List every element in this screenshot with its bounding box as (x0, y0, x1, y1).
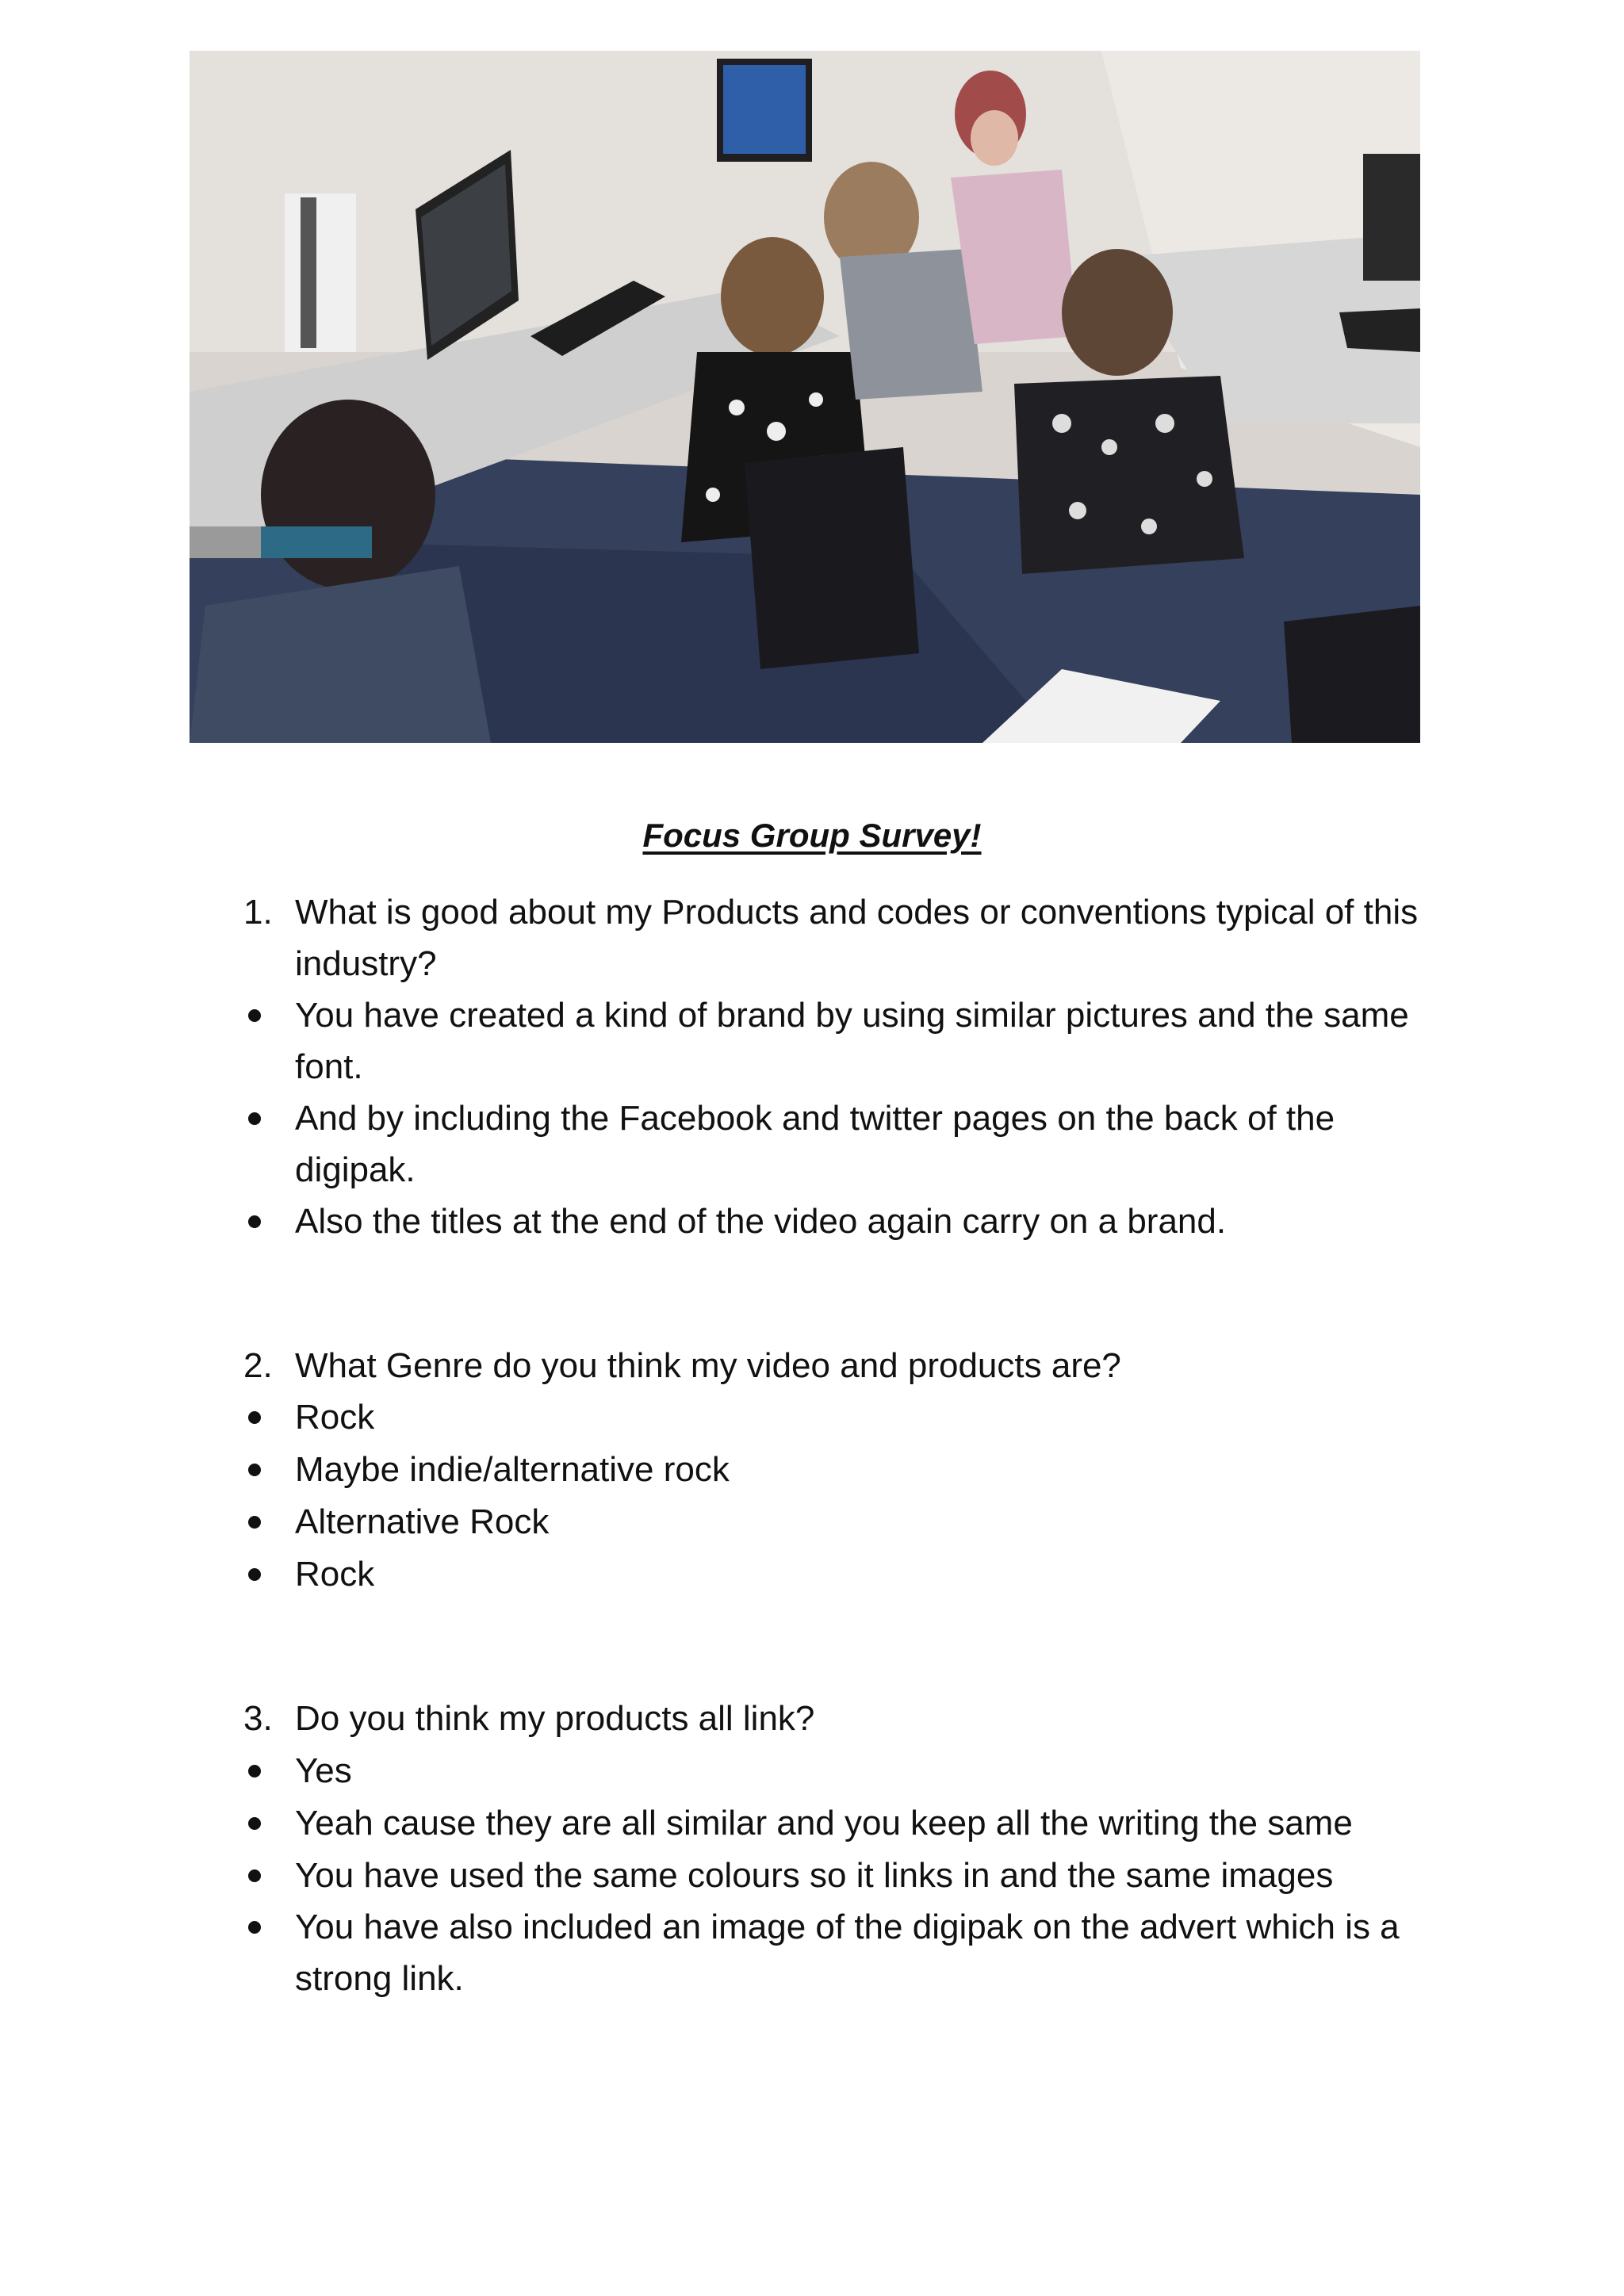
answer-text: Also the titles at the end of the video again carry on a brand. (295, 1202, 1227, 1241)
answer-item (295, 1196, 1437, 1247)
answer-item (295, 1391, 1437, 1443)
answer-item (295, 989, 1437, 1093)
answer-item (295, 1444, 1437, 1495)
question-1 (243, 886, 1437, 989)
bullet-icon (248, 1464, 261, 1476)
question-number: 1. (243, 893, 273, 932)
answer-item (295, 1548, 1437, 1600)
question-text: Do you think my products all link? (295, 1699, 815, 1738)
bullet-icon (248, 1921, 261, 1934)
answer-text: Maybe indie/alternative rock (295, 1450, 730, 1489)
page-title: Focus Group Survey! (642, 817, 982, 854)
question-3 (243, 1693, 1437, 1744)
answer-item (295, 1797, 1437, 1849)
bullet-icon (248, 1411, 261, 1424)
answer-text: You have also included an image of the digipak on the advert which is a strong link. (295, 1908, 1400, 1998)
bullet-icon (248, 1568, 261, 1581)
answer-text: You have created a kind of brand by using similar pictures and the same font. (295, 996, 1409, 1086)
bullet-icon (248, 1009, 261, 1022)
question-text: What Genre do you think my video and products are? (295, 1346, 1121, 1385)
bullet-icon (248, 1765, 261, 1777)
answer-text: You have used the same colours so it links in and the same images (295, 1856, 1334, 1895)
answer-text: Rock (295, 1555, 375, 1594)
question-number: 3. (243, 1699, 273, 1738)
bullet-icon (248, 1516, 261, 1529)
answer-text: And by including the Facebook and twitter pages on the back of the digipak. (295, 1099, 1335, 1189)
answer-item (295, 1745, 1437, 1797)
answer-text: Alternative Rock (295, 1502, 550, 1541)
answer-text: Rock (295, 1398, 375, 1437)
answer-item (295, 1496, 1437, 1548)
bullet-icon (248, 1112, 261, 1125)
question-number: 2. (243, 1346, 273, 1385)
answer-text: Yeah cause they are all similar and you keep all the writing the same (295, 1804, 1353, 1843)
answer-item (295, 1901, 1437, 2004)
focus-group-photo (190, 51, 1420, 743)
bullet-icon (248, 1869, 261, 1882)
answer-text: Yes (295, 1751, 352, 1790)
answer-item (295, 1093, 1437, 1196)
question-text: What is good about my Products and codes or conventions typical of this industry? (295, 893, 1419, 983)
question-2 (243, 1340, 1437, 1391)
bullet-icon (248, 1215, 261, 1228)
answer-item (295, 1850, 1437, 1901)
bullet-icon (248, 1817, 261, 1830)
